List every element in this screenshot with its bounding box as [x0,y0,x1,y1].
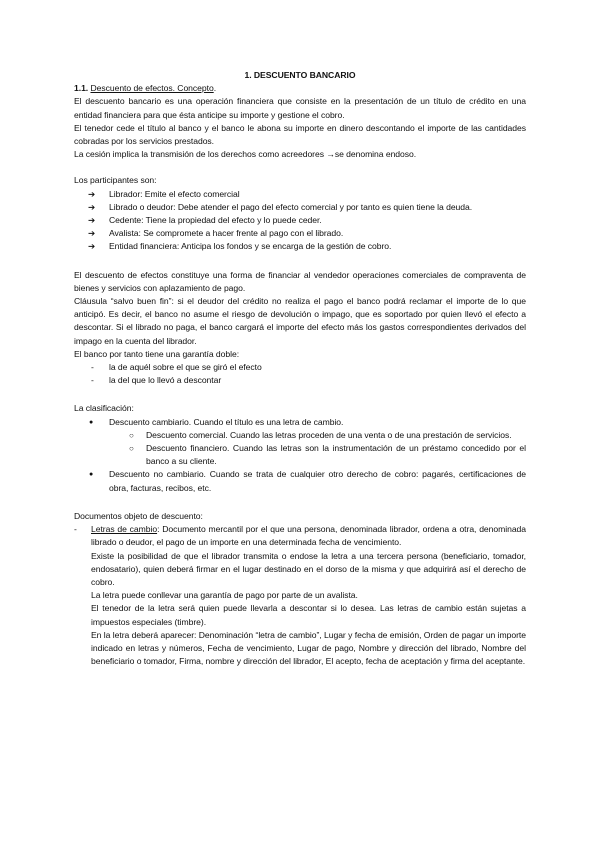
list-item: ○ Descuento comercial. Cuando las letras proceden de una venta o de una prestación de servicios. [74,429,526,442]
intro-paragraph-3: La cesión implica la transmisión de los derechos como acreedores →se denomina endoso. [74,149,417,160]
document-body [74,69,526,668]
list-item: - la de aquél sobre el que se giró el efecto [74,361,526,374]
list-item: ➔ Cedente: Tiene la propiedad del efecto y lo puede ceder. [74,214,526,227]
financing-paragraph: El descuento de efectos constituye una forma de financiar al vendedor operaciones comerciales de compraventa de bienes y servicios con aplazamiento de pago. [74,269,526,293]
list-item: - la del que lo llevó a descontar [74,374,526,387]
arrow-icon: ➔ [88,215,96,226]
arrow-icon: ➔ [88,201,96,212]
bullet-icon: ● [89,471,94,479]
dash-marker: - [74,524,77,535]
list-item: ➔ Avalista: Se compromete a hacer frente al pago con el librado. [74,227,526,240]
list-item: ● Descuento cambiario. Cuando el título es una letra de cambio. [74,416,526,429]
section-number: 1.1. [74,83,89,94]
dash-marker: - [91,375,94,386]
bill-of-exchange-paragraph-1: Existe la posibilidad de que el librador transmita o endose la letra a una tercera persona (beneficiario, tomador, endosatario), quien deberá firmar en el lugar destinado en el dorso de la misma y que adquirirá así el derecho de cobro. [91,550,526,587]
documents-heading: Documentos objeto de descuento: [74,510,203,521]
bill-of-exchange-intro: Letras de cambio: Documento mercantil por el que una persona, denominada librador, ordena a otra, denominada librado o deudor, el pago de un importe en una determinada fecha de vencimiento. [91,524,527,548]
classification-list-2 [74,468,526,494]
participants-heading: Los participantes son: [74,175,157,186]
circle-icon: ○ [129,430,134,440]
bill-of-exchange-term: Letras de cambio [91,524,158,535]
section-title-punct: . [213,83,217,94]
section-title: Descuento de efectos. Concepto [90,83,214,94]
arrow-icon: ➔ [88,241,96,252]
arrow-icon: ➔ [88,188,96,199]
list-item: ● Descuento no cambiario. Cuando se trata de cualquier otro derecho de cobro: pagarés, certificaciones de obra, facturas, recibos, etc. [89,469,526,493]
dash-marker: - [91,362,94,373]
participants-list [74,188,526,254]
guarantee-heading: El banco por tanto tiene una garantía doble: [74,348,240,359]
bill-of-exchange-paragraph-4: En la letra deberá aparecer: Denominación “letra de cambio”, Lugar y fecha de emisión, Orden de pagar un importe indicado en letras y números, Fecha de vencimiento, Lugar de pago, Nombre y dirección del librado, Nombre del beneficiario o tomador, Firma, nombre y dirección del librador, El acepto, fecha de aceptación y firma del aceptante. [91,629,526,667]
guarantee-list [74,361,526,387]
section-heading [74,82,526,95]
classification-sub-list [74,429,526,469]
list-item: ➔ Librador: Emite el efecto comercial [74,188,526,201]
intro-paragraph-1: El descuento bancario es una operación financiera que consiste en la presentación de un título de crédito en una entidad financiera para que ésta anticipe su importe y gestione el cobro. [74,96,526,120]
intro-paragraph-2: El tenedor cede el título al banco y el banco le abona su importe en dinero descontando el importe de las cantidades cobradas por los servicios prestados. [74,122,526,147]
arrow-icon: ➔ [88,228,96,239]
list-item [74,523,526,668]
documents-list [74,523,526,668]
circle-icon: ○ [129,444,134,454]
list-item: ➔ Entidad financiera: Anticipa los fondos y se encarga de la gestión de cobro. [74,240,526,253]
classification-list [74,416,526,429]
bill-of-exchange-paragraph-3: El tenedor de la letra será quien puede llevarla a descontar si lo desea. Las letras de cambio están sujetas a impuestos especiales (timbre). [91,603,526,627]
list-item: ○ Descuento financiero. Cuando las letras son la instrumentación de un préstamo concedido por el banco a su cliente. [129,443,526,467]
document-title: 1. DESCUENTO BANCARIO [244,70,356,80]
bill-of-exchange-paragraph-2: La letra puede conllevar una garantía de pago por parte de un avalista. [91,590,358,601]
list-item: ➔ Librado o deudor: Debe atender el pago del efecto comercial y por tanto es quien tiene la deuda. [74,201,526,214]
classification-heading: La clasificación: [74,403,134,414]
bullet-icon: ● [89,418,94,426]
clause-paragraph: Cláusula “salvo buen fin”: si el deudor del crédito no realiza el pago el banco podrá reclamar el importe de lo que anticipó. Es decir, el banco no asume el riesgo de devolución o impago, que es soportado por quien llevó el efecto a descontar. Si el librado no paga, el banco cargará el importe del efecto más los gastos correspondientes derivados del impago en la cuenta del librador. [74,296,526,346]
